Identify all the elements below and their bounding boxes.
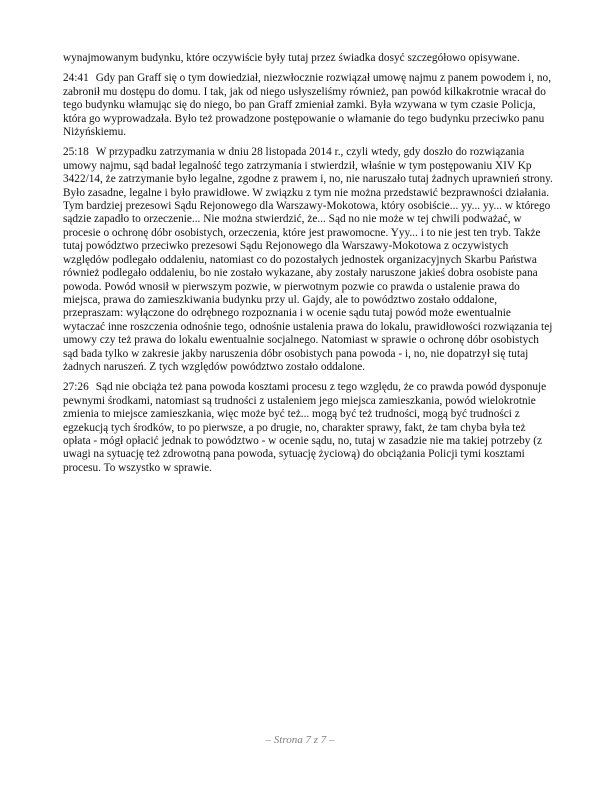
- paragraph-27-26: [63, 381, 553, 475]
- paragraph-continuation: [63, 52, 553, 65]
- paragraph-timestamp: 27:26: [63, 381, 89, 394]
- paragraph-timestamp: 25:18: [63, 146, 89, 159]
- paragraph-timestamp: 24:41: [63, 72, 89, 85]
- paragraph-text: W przypadku zatrzymania w dniu 28 listopada 2014 r., czyli wtedy, gdy doszło do rozwiązania umowy najmu, sąd badał legalność tego zatrzymania i stwierdził, właśnie w tym postępowaniu XIV Kp 3422/14, że zatrzymanie było legalne, zgodne z prawem i, no, nie naruszało tutaj żadnych uprawnień strony. Było zasadne, legalne i było prawidłowe. W związku z tym nie można przedstawić bezprawności działania. Tym bardziej prezesowi Sądu Rejonowego dla Warszawy-Mokotowa, który osobiście... yy... yy... w którego sądzie zapadło to orzeczenie... Nie można stwierdzić, że... Sąd no nie może w tej chwili podważać, w procesie o ochronę dóbr osobistych, orzeczenia, które jest prawomocne. Yyy... i to nie jest ten tryb. Także tutaj powództwo przeciwko prezesowi Sądu Rejonowego dla Warszawy-Mokotowa z oczywistych względów podlegało oddaleniu, natomiast co do pozostałych jednostek organizacyjnych Skarbu Państwa również podlegało oddaleniu, bo nie zostało wykazane, aby zostały naruszone jakieś dobra osobiste pana powoda. Powód wnosił w pierwszym pozwie, w pierwotnym pozwie co prawda o ustalenie prawa do miejsca, prawa do zamieszkiwania budynku przy ul. Gajdy, ale to powództwo zostało oddalone, przepraszam: wyłączone do odrębnego rozpoznania i w ocenie sądu tutaj powód może ewentualnie wytaczać inne roszczenia odnośnie tego, odnośnie ustalenia prawa do lokalu, prawidłowości rozwiązania tej umowy czy też prawa do lokalu ewentualnie socjalnego. Natomiast w sprawie o ochronę dóbr osobistych sąd bada tylko w zakresie jakby naruszenia dóbr osobistych pana powoda - i, no, nie dopatrzył się tutaj żadnych naruszeń. Z tych względów powództwo zostało oddalone.: [63, 146, 553, 373]
- paragraph-24-41: [63, 72, 553, 139]
- paragraph-text: wynajmowanym budynku, które oczywiście były tutaj przez świadka dosyć szczegółowo opisywane.: [63, 52, 520, 64]
- paragraph-25-18: [63, 146, 553, 374]
- paragraph-text: Sąd nie obciąża też pana powoda kosztami procesu z tego względu, że co prawda powód dysponuje pewnymi środkami, natomiast są trudności z ustaleniem jego miejsca zamieszkania, powód wielokrotnie zmienia to miejsce zamieszkania, więc może być też... mogą być też trudności, mogą być trudności z egzekucją tych środków, to po pierwsze, a po drugie, no, charakter sprawy, fakt, że tam chyba była też opłata - mógł opłacić jednak to powództwo - w ocenie sądu, no, tutaj w zasadzie nie ma takiej potrzeby (z uwagi na sytuację też zdrowotną pana powoda, sytuację życiową) do obciążania Policji tymi kosztami procesu. To wszystko w sprawie.: [63, 381, 547, 474]
- page-number-footer: – Strona 7 z 7 –: [265, 734, 335, 746]
- transcript-body: [63, 52, 553, 482]
- paragraph-text: Gdy pan Graff się o tym dowiedział, niezwłocznie rozwiązał umowę najmu z panem powodem i, no, zabronił mu dostępu do domu. I tak, jak od niego usłyszeliśmy również, pan powód kilkakrotnie wracał do tego budynku włamując się do niego, bo pan Graff zmieniał zamki. Była wzywana w tym czasie Policja, która go wyprowadzała. Było też prowadzone postępowanie o włamanie do tego budynku przeciwko panu Niżyńskiemu.: [63, 72, 552, 139]
